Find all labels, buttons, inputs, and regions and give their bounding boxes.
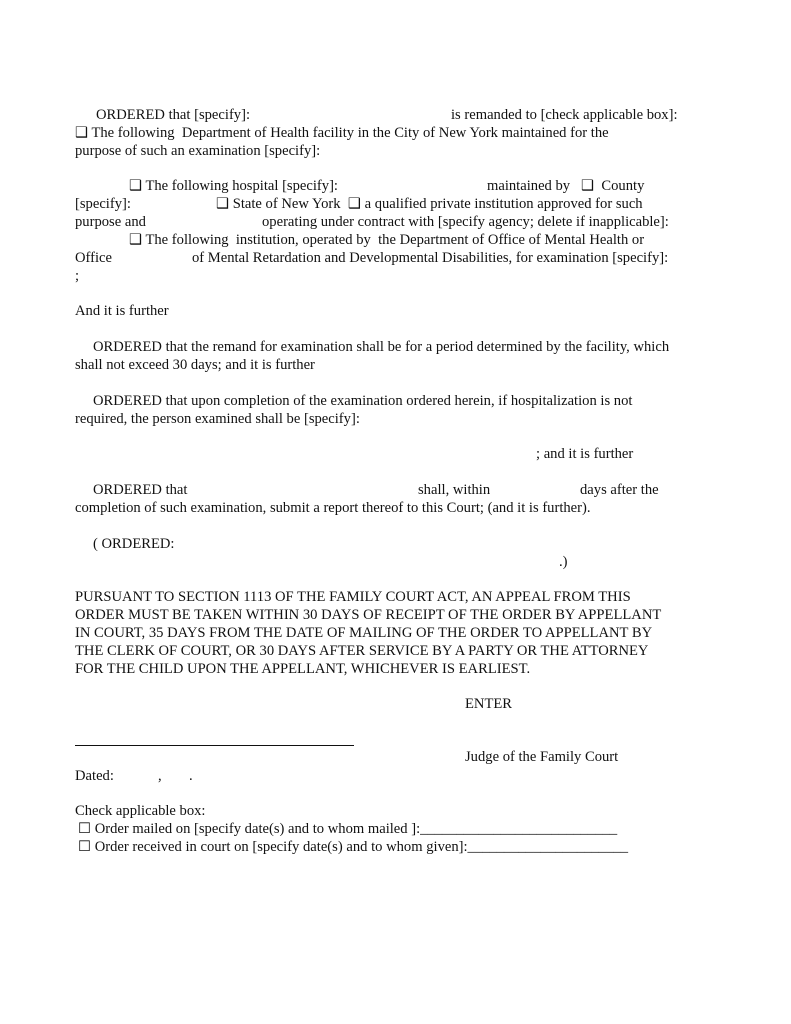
order-mailed-checkbox[interactable]: ☐ Order mailed on [specify date(s) and to whom mailed ]:___________________________ xyxy=(78,821,618,837)
completion-paragraph: ORDERED that upon completion of the examination ordered herein, if hospitalization is not xyxy=(93,393,633,409)
appeal-notice-line: THE CLERK OF COURT, OR 30 DAYS AFTER SERVICE BY A PARTY OR THE ATTORNEY xyxy=(75,643,649,659)
maintained-by-county-option[interactable]: maintained by ❑ County xyxy=(487,178,645,194)
state-private-options[interactable]: ❑ State of New York ❑ a qualified private institution approved for such xyxy=(216,196,643,212)
check-applicable-box-label: Check applicable box: xyxy=(75,803,206,819)
remand-period-paragraph-cont: shall not exceed 30 days; and it is further xyxy=(75,357,315,373)
and-it-is-further-2: ; and it is further xyxy=(536,446,634,462)
enter-label: ENTER xyxy=(465,696,513,712)
dated-label: Dated: xyxy=(75,768,114,784)
and-it-is-further: And it is further xyxy=(75,303,169,319)
paren-close: .) xyxy=(559,554,568,570)
semicolon-text: ; xyxy=(75,268,80,284)
signature-line[interactable] xyxy=(75,745,354,746)
specify-label: [specify]: xyxy=(75,196,131,212)
report-ordered-that: ORDERED that xyxy=(93,482,188,498)
dated-comma: , xyxy=(158,768,162,784)
doh-facility-option[interactable]: ❑ The following Department of Health facility in the City of New York maintained for the xyxy=(75,125,609,141)
omh-institution-option[interactable]: ❑ The following institution, operated by the Department of Office of Mental Health or xyxy=(129,232,645,248)
office-label: Office xyxy=(75,250,113,266)
doh-facility-text: purpose of such an examination [specify]: xyxy=(75,143,321,159)
appeal-notice-line: ORDER MUST BE TAKEN WITHIN 30 DAYS OF RECEIPT OF THE ORDER BY APPELLANT xyxy=(75,607,662,623)
hospital-option[interactable]: ❑ The following hospital [specify]: xyxy=(129,178,338,194)
dated-period: . xyxy=(189,768,193,784)
completion-paragraph-cont: required, the person examined shall be [specify]: xyxy=(75,411,360,427)
paren-ordered: ( ORDERED: xyxy=(93,536,175,552)
ordered-specify-text: ORDERED that [specify]: xyxy=(96,107,251,123)
appeal-notice-line: PURSUANT TO SECTION 1113 OF THE FAMILY COURT ACT, AN APPEAL FROM THIS xyxy=(75,589,631,605)
purpose-and-text: purpose and xyxy=(75,214,146,230)
judge-label: Judge of the Family Court xyxy=(465,749,619,765)
appeal-notice-line: FOR THE CHILD UPON THE APPELLANT, WHICHEVER IS EARLIEST. xyxy=(75,661,531,677)
order-received-checkbox[interactable]: ☐ Order received in court on [specify date(s) and to whom given]:______________________ xyxy=(78,839,629,855)
operating-contract-text: operating under contract with [specify agency; delete if inapplicable]: xyxy=(262,214,669,230)
mental-retardation-text: of Mental Retardation and Developmental Disabilities, for examination [specify]: xyxy=(192,250,669,266)
report-shall-within: shall, within xyxy=(418,482,491,498)
report-days-after: days after the xyxy=(580,482,659,498)
report-paragraph-cont: completion of such examination, submit a report thereof to this Court; (and it is further). xyxy=(75,500,591,516)
appeal-notice-line: IN COURT, 35 DAYS FROM THE DATE OF MAILING OF THE ORDER TO APPELLANT BY xyxy=(75,625,653,641)
remand-period-paragraph: ORDERED that the remand for examination shall be for a period determined by the facility, which xyxy=(93,339,670,355)
is-remanded-text: is remanded to [check applicable box]: xyxy=(451,107,678,123)
